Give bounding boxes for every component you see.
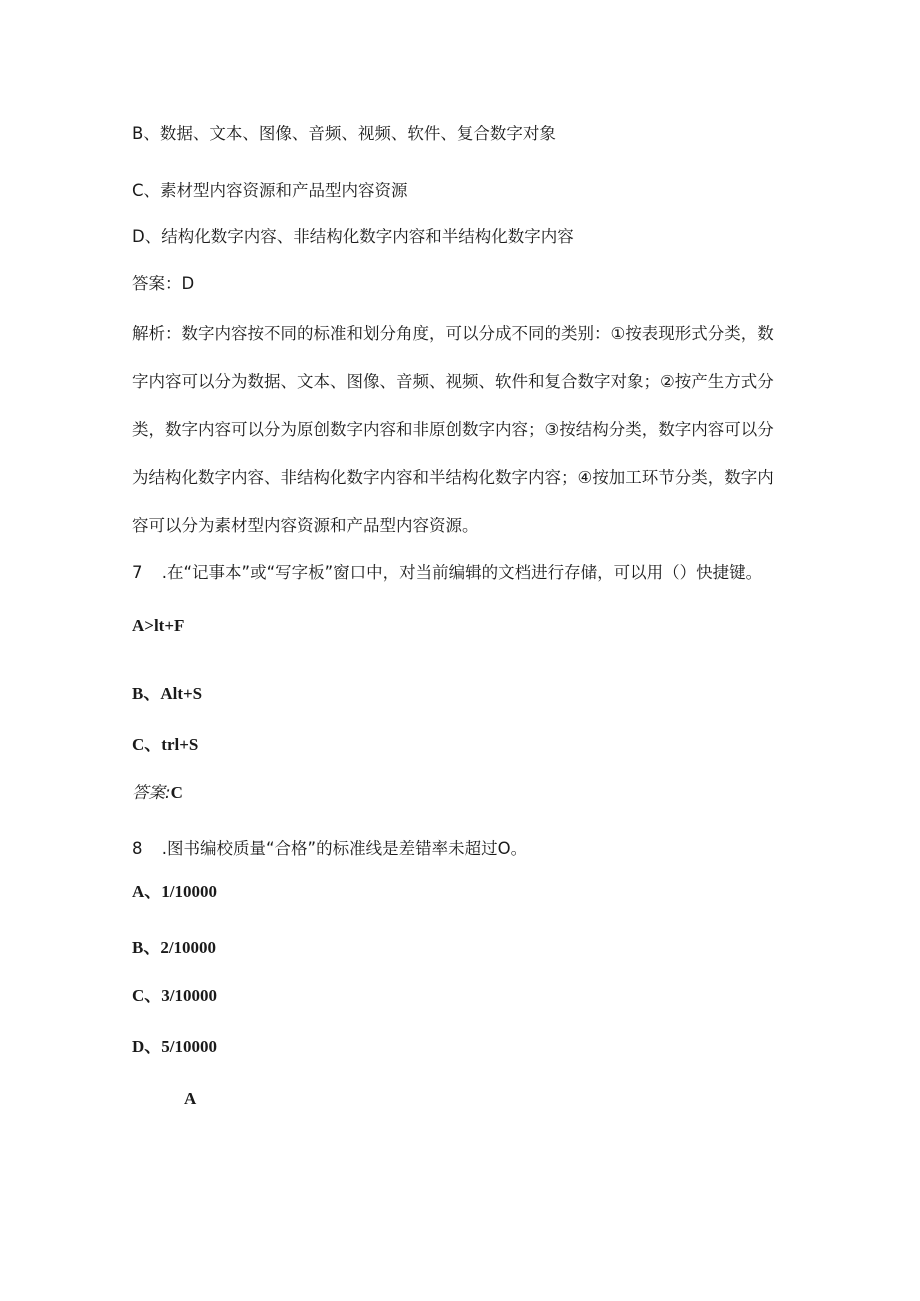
q8-option-b: B、2/10000 xyxy=(132,938,217,957)
q8-number: 8 xyxy=(132,839,143,858)
q7-answer-value: C xyxy=(170,783,183,802)
q8-stem: .图书编校质量“合格”的标准线是差错率未超过O。 xyxy=(161,839,528,858)
q7-question xyxy=(132,562,762,584)
q7-option-a: A>lt+F xyxy=(132,616,185,635)
analysis-line: 为结构化数字内容、非结构化数字内容和半结构化数字内容；④按加工环节分类，数字内 xyxy=(132,468,774,487)
q7-option-b: B、Alt+S xyxy=(132,684,203,703)
q7-option-c: C、trl+S xyxy=(132,735,199,754)
q7-stem: .在“记事本”或“写字板”窗口中，对当前编辑的文档进行存储，可以用（）快捷键。 xyxy=(161,563,763,582)
analysis-line: 容可以分为素材型内容资源和产品型内容资源。 xyxy=(132,516,479,535)
q7-number: 7 xyxy=(132,563,143,582)
analysis-line: 解析：数字内容按不同的标准和划分角度，可以分成不同的类别：①按表现形式分类，数 xyxy=(132,324,774,343)
q7-answer xyxy=(132,782,183,804)
analysis-line: 字内容可以分为数据、文本、图像、音频、视频、软件和复合数字对象；②按产生方式分 xyxy=(132,372,774,391)
q8-option-c: C、3/10000 xyxy=(132,986,217,1005)
q8-question xyxy=(132,838,527,860)
q6-option-c: C、素材型内容资源和产品型内容资源 xyxy=(132,181,408,200)
analysis-line: 类，数字内容可以分为原创数字内容和非原创数字内容；③按结构分类，数字内容可以分 xyxy=(132,420,774,439)
q8-option-d: D、5/10000 xyxy=(132,1037,217,1056)
q6-analysis xyxy=(132,323,792,563)
q8-option-a: A、1/10000 xyxy=(132,882,217,901)
q8-answer: A xyxy=(184,1089,197,1108)
q6-answer: 答案：D xyxy=(132,274,195,293)
q7-answer-label: 答案: xyxy=(132,783,171,802)
q6-option-b: B、数据、文本、图像、音频、视频、软件、复合数字对象 xyxy=(132,124,556,143)
q6-option-d: D、结构化数字内容、非结构化数字内容和半结构化数字内容 xyxy=(132,227,574,246)
